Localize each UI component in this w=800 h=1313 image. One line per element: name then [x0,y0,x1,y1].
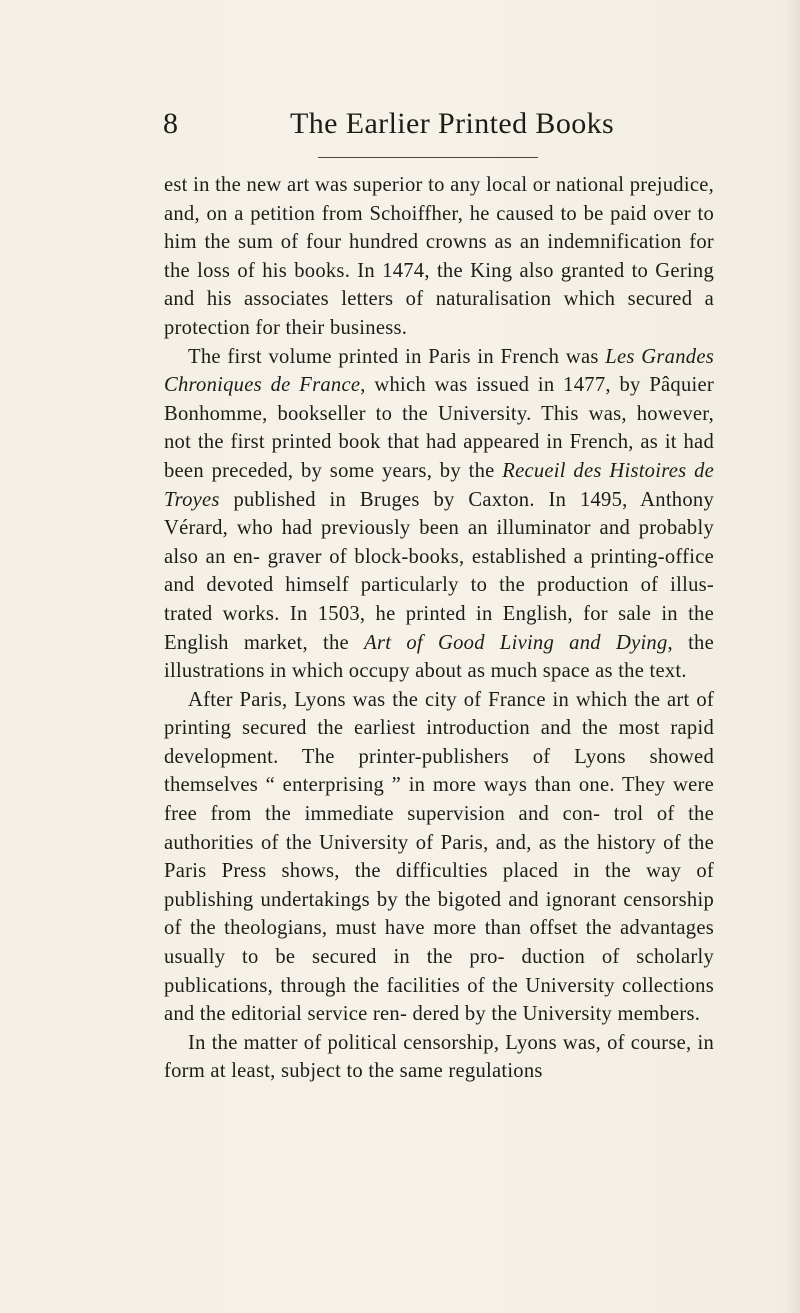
book-title-recueil-des-histoires: Recueil des Histoires de Troyes [164,459,714,511]
text-segment: , the illustrations in which occupy about as much space as the text. [164,631,714,683]
text-segment: est in the new art was superior to any local or national prejudice, and, on a petition from Schoiffher, he caused to be paid over to him the sum of four hundred crowns as an indemnification for the loss of his books. In 1474, the King also granted to Gering and his associates letters of naturalisation which secured a protection for their business. [164,174,714,339]
text-segment: The first volume printed in Paris in French was [188,345,606,368]
page-header [0,104,800,144]
body-text [164,171,714,1086]
text-segment: After Paris, Lyons was the city of France in which the art of printing secured the earliest introduction and the most rapid development. The printer-publishers of Lyons showed themselves “ enterprising ” in more ways than one. They were free from the immediate supervision and con- trol of the authorities of the University of Paris, and, as the history of the Paris Press shows, the difficulties placed in the way of publishing undertakings by the bigoted and ignorant censorship of the theologians, must have more than offset the advantages usually to be secured in the pro- duction of scholarly publications, through the facilities of the University collections and the editorial service ren- dered by the University members. [164,688,714,1026]
header-rule [318,157,538,158]
page-number: 8 [163,107,179,140]
paragraph-4 [164,1029,714,1086]
book-title-les-grandes-chroniques: Les Grandes Chroniques de France [164,345,714,397]
page-edge-shadow [786,0,800,1313]
paragraph-3 [164,686,714,1029]
paragraph-2 [164,343,714,686]
text-segment: published in Bruges by Caxton. In 1495, Anthony Vérard, who had previously been an illuminator and probably also an en- graver of block-books, established a printing-office and devoted himself particularly to the production of illus- trated works. In 1503, he printed in English, for sale in the English market, the [164,488,714,654]
running-title: The Earlier Printed Books [290,107,615,140]
text-segment: In the matter of political censorship, Lyons was, of course, in form at least, subject to the same regulations [164,1031,714,1083]
text-segment: , which was issued in 1477, by Pâquier Bonhomme, bookseller to the University. This was, however, not the first printed book that had appeared in French, as it had been preceded, by some years, by the [164,374,714,482]
paragraph-1 [164,171,714,343]
book-title-art-of-good-living: Art of Good Living and Dying [364,631,668,654]
